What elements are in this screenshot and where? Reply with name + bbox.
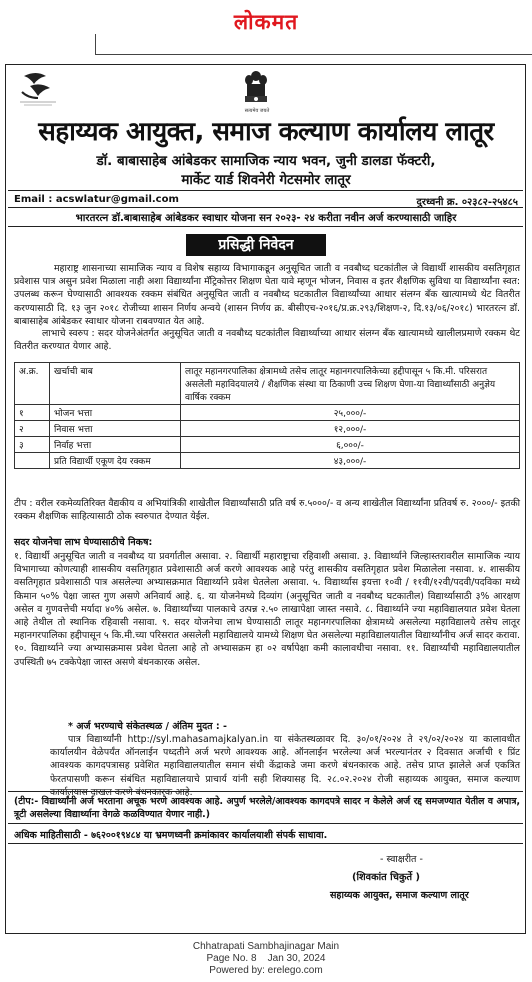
footer-page-date: Page No. 8 Jan 30, 2024: [206, 953, 326, 964]
intro-paragraph: महाराष्ट्र शासनाच्या सामाजिक न्याय व विशेष सहाय्य विभागाकडून अनुसूचित जाती व नवबौध्द घटकांतील जे विद्यार्थी शासकीय वसतिगृहात प्रवेशास पात्र असुन प्रवेश मिळाला नाही अशा विद्यार्थ्यांना मॅट्रिकोत्तर शिक्षण घेता यावे म्हणून भोजन, निवास व इतर शैक्षणिक सुविधा या विद्यार्थ्यांना स्वत: उपलब्ध करून घेण्यासाठी आवश्यक रक्कम संबंधित अनुसूचित जाती व नवबौध्द घटकातील विद्यार्थ्यांच्या आधार संलग्न बँक खात्यामध्ये थेट वितरीत करण्यासाठी दि. १३ जुन २०१८ रोजीच्या शासन निर्णय अन्वये (शासन निर्णय क्र. बीसीएच-२०१६/प्र.क्र.२९३/शिक्षण-२, दि.१३/०६/२०१८) भारतरत्न डॉ. बाबासाहेब आंबेडकर स्वाधार योजना राबवण्यात येत आहे.: [14, 263, 520, 327]
table-row: [15, 437, 520, 453]
press-notice-banner: प्रसिद्धी निवेदन: [186, 234, 326, 256]
signature-sd: - स्वाक्षरीत -: [380, 854, 423, 865]
footer-edition: Chhatrapati Sambhajinagar Main: [192, 941, 340, 952]
header-amount: लातूर महानगरपालिका क्षेत्रामध्ये तसेच लातूर महानगरपालिकेच्या हद्दीपासून ५ कि.मी. परिसरात असलेली महाविदयालये / शैक्षणिक संस्था या ठिकाणी उच्च शिक्षण घेणा-या विद्यार्थ्यांसाठी अनुज्ञेय वार्षिक रक्कम: [181, 363, 520, 405]
apply-instructions: पात्र विद्यार्थ्यांनी http://syl.mahasamajkalyan.in या संकेतस्थळावर दि. ३०/०१/२०२४ ते २९/०२/२०२४ या कालावधीत कार्यालयीन वेळेपर्यंत ऑनलाईन पध्दतीने अर्ज भरणे आवश्यक आहे. ऑनलाईन भरलेल्या अर्ज भरल्यानंतर २ दिवसात अर्जाची १ प्रिंट आवश्यक कागदपत्रासह प्रवेशित महाविद्यालयातील समान संधी केंद्राकडे जमा करणे बंधनकारक आहे. तसेच प्राप्त झालेले अर्ज एकत्रित फेरतपासणी करून संबंधित महाविद्यालयाचे प्राचार्य यांनी सही शिक्यासह दि. २८.०२.२०२४ रोजी सहाय्यक आयुक्त, समाज कल्याण कार्यालयास दाखल करणे बंधनकारक आहे.: [50, 734, 520, 798]
header-serial: अ.क्र.: [15, 363, 50, 405]
office-title: सहाय्यक आयुक्त, समाज कल्याण कार्यालय लातूर: [38, 117, 494, 147]
row-serial: ३: [15, 437, 50, 453]
divider: [8, 843, 523, 844]
adjacent-clipping-border: [95, 34, 532, 55]
total-amount: ४३,०००/-: [181, 453, 520, 469]
conditions-text: १. विद्यार्थी अनुसूचित जाती व नवबौध्द या प्रवर्गातील असावा. २. विद्यार्थी महाराष्ट्राचा रहिवाशी असावा. ३. विद्यार्थ्याने जिल्हास्तरावरील सामाजिक न्याय विभागाच्या कोणत्याही शासकीय वसतिगृहात प्रवेशासाठी अर्ज करणे आवश्यक आहे परंतु शासकीय वसतिगृहात प्रवेश मिळालेला नसावा. ४. शासकीय वसतिगृहात प्रवेशासाठी पात्र असलेल्या अभ्यासक्रमात विद्यार्थ्याने प्रवेश घेतलेला असावा. ५. विद्यार्थ्यास इयत्ता १०वी / ११वी/१२वी/पदवी/पदविका मध्ये किमान ५०% पेक्षा जास्त गुण असणे अनिवार्य आहे. ६. या योजनेमध्ये दिव्यांग (अनुसूचित जाती व नवबौध्द घटकातील) विद्यार्थ्यासाठी ३% आरक्षण असेल व गुणवत्तेची मर्यादा ४०% असेल. ७. विद्यार्थ्यांच्या पालकाचे उत्पन्न २.५० लाखापेक्षा जास्त नसावे. ८. विद्यार्थ्याने ज्या महाविद्यालयात प्रवेश घेतला आहे तेथील तो स्थानिक रहिवासी नसावा. ९. सदर योजनेचा लाभ घेण्यासाठी लातूर महानगरपालिका क्षेत्रामध्ये असलेल्या महाविद्यालये तसेच लातूर महानगरपालिका हद्दीपासून ५ कि.मी.च्या परिसरात असलेली महाविद्यालये यामध्ये शिक्षण घेत असलेल्या महाविद्यालयातील विद्यार्थ्यांनीच अर्ज सादर करावा. १०. विद्यार्थ्याने ज्या अभ्यासक्रमास प्रवेश घेतला आहे तो अभ्यासक्रम हा ०२ वर्षापेक्षा कमी कालावधीचा नसावा. ११. विद्यार्थ्यांची महाविद्यालयातील उपस्थिती ७५ टक्केपेक्षा जास्त असणे बंधनकारक असेल.: [14, 551, 520, 668]
table-row: [15, 421, 520, 437]
emblem-caption: सत्यमेव जयते: [244, 108, 270, 114]
total-label: प्रति विद्यार्थी एकूण देय रक्कम: [50, 453, 181, 469]
email-text: Email : acswlatur@gmail.com: [14, 194, 179, 205]
row-amount: २५,०००/-: [181, 405, 520, 421]
divider: [8, 226, 523, 227]
row-amount: १२,०००/-: [181, 421, 520, 437]
national-emblem-icon: [242, 68, 270, 108]
address-line-1: डॉ. बाबासाहेब आंबेडकर सामाजिक न्याय भवन, जुनी डालडा फॅक्टरी,: [96, 153, 436, 169]
footer-powered-by: Powered by: erelego.com: [209, 965, 323, 976]
apply-heading: * अर्ज भरण्याचे संकेतस्थळ / अंतिम मुदत : -: [68, 721, 227, 732]
signatory-designation: सहाय्यक आयुक्त, समाज कल्याण लातूर: [330, 890, 469, 901]
header-expense: खर्चाची बाब: [50, 363, 181, 405]
row-item: निवास भत्ता: [50, 421, 181, 437]
important-note: (टीप:- विद्यार्थ्यांनी अर्ज भरताना अचूक भरणे आवश्यक आहे. अपुर्ण भरलेले/आवश्यक कागदपत्रे सादर न केलेले अर्ज रद्द समजण्यात येतील व अपात्र, त्रूटी असलेल्या विद्यार्थ्याना वेगळे कळविण्यात येणार नाही.): [14, 796, 520, 821]
divider: [8, 791, 523, 792]
conditions-heading: सदर योजनेचा लाभ घेण्यासाठीचे निकष:: [14, 537, 153, 548]
row-serial: १: [15, 405, 50, 421]
row-serial: २: [15, 421, 50, 437]
row-amount: ६,०००/-: [181, 437, 520, 453]
divider: [8, 823, 523, 824]
scheme-heading: भारतरत्न डॉ.बाबासाहेब आंबेडकर स्वाधार योजना सन २०२३- २४ करीता नवीन अर्ज करण्यासाठी जाहिर: [75, 213, 457, 224]
divider: [8, 207, 523, 208]
newspaper-logo: लोकमत: [233, 10, 299, 34]
row-item: निर्वाह भत्ता: [50, 437, 181, 453]
table-note: टीप : वरील रकमेव्यतिरिक्त वैद्यकीय व अभियांत्रिकी शाखेतील विद्यार्थ्यांसाठी प्रति वर्ष रु.५०००/- व अन्य शाखेतील विद्यार्थ्यांना प्रतिवर्ष रु. २०००/- इतकी रक्कम शैक्षणिक साहित्यासाठी ठोक स्वरुपात देण्यात येईल.: [14, 498, 520, 523]
table-row: [15, 405, 520, 421]
benefit-paragraph: लाभाचे स्वरुप : सदर योजनेअंतर्गत अनुसूचित जाती व नवबौध्द घटकांतील विद्यार्थ्याच्या आधार संलग्न बँक खात्यामध्ये खालीलप्रमाणे रक्कम थेट वितरीत करण्यात येणार आहे.: [14, 328, 520, 353]
total-serial-empty: [15, 453, 50, 469]
phone-text: दुरध्वनी क्र. ०२३८२-२५४८५: [416, 197, 518, 208]
allowance-table: [14, 362, 520, 469]
department-emblem-icon: [16, 68, 62, 108]
divider: [8, 190, 523, 191]
contact-info: अधिक माहितीसाठी - ७६२००१९४८४ या भ्रमणध्वनी क्रमांकावर कार्यालयाशी संपर्क साधावा.: [14, 830, 328, 841]
signatory-name: (शिवकांत चिकुर्ते ): [352, 872, 420, 883]
row-item: भोजन भत्ता: [50, 405, 181, 421]
table-total-row: [15, 453, 520, 469]
address-line-2: मार्केट यार्ड शिवनेरी गेटसमोर लातूर: [181, 172, 351, 188]
table-header-row: [15, 363, 520, 405]
